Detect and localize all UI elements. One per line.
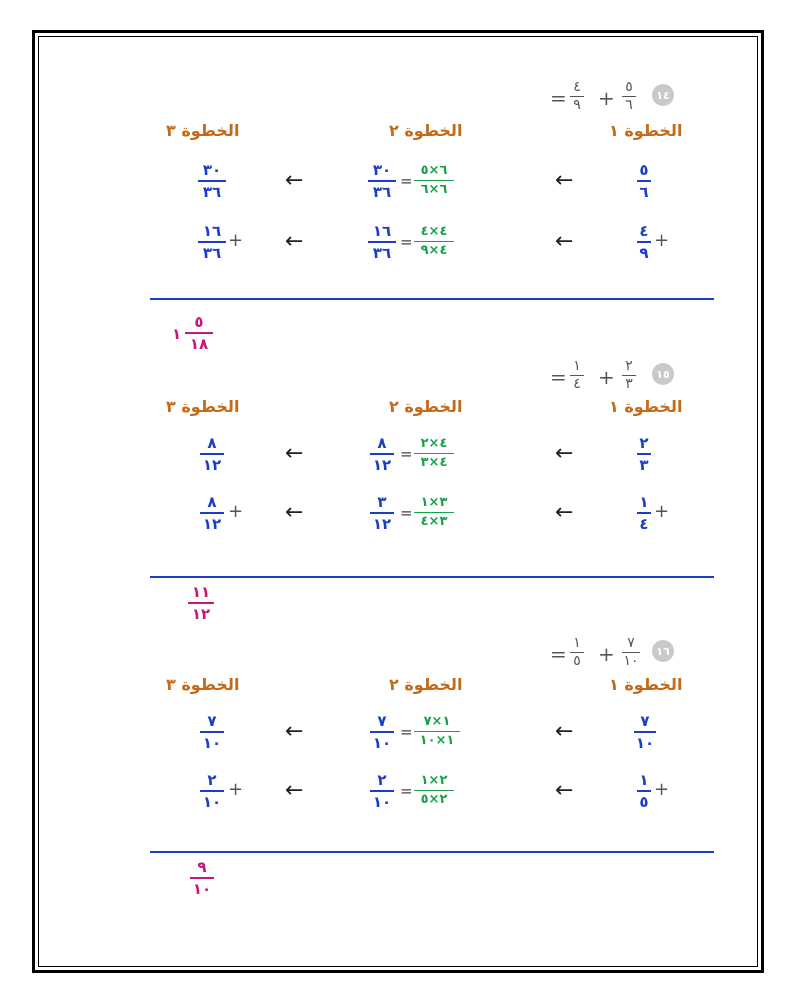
sum-line: [150, 851, 714, 853]
header-fraction-left: [570, 636, 584, 669]
arrow-icon: ←: [555, 778, 574, 803]
denominator: ١٠: [372, 793, 392, 811]
equals-sign: =: [550, 642, 567, 666]
denominator: ١٢: [372, 456, 392, 474]
numerator: ٦×٥: [420, 163, 448, 178]
header-fraction-right: [622, 359, 636, 392]
denominator: ٥: [573, 653, 581, 669]
denominator: ١٢: [202, 456, 222, 474]
header-fraction-right: [622, 80, 636, 113]
denominator: ١×١٠: [419, 733, 455, 748]
step-3-fraction: [200, 713, 224, 751]
numerator: ١: [639, 493, 649, 511]
step-1-fraction: [634, 713, 656, 751]
denominator: ١٢: [202, 515, 222, 533]
numerator: ٣٠: [372, 161, 392, 179]
plus-sign: +: [228, 779, 244, 800]
arrow-icon: ←: [285, 229, 304, 254]
numerator: ٢: [625, 358, 633, 374]
numerator: ٤×٢: [420, 436, 448, 451]
step-2-multiplication: [414, 496, 454, 529]
step-3-fraction: [200, 435, 224, 473]
arrow-icon: ←: [285, 500, 304, 525]
plus-sign: +: [654, 779, 670, 800]
denominator: ١٢: [191, 605, 211, 623]
arrow-icon: ←: [555, 719, 574, 744]
arrow-icon: ←: [555, 168, 574, 193]
numerator: ٥: [639, 161, 649, 179]
header-fraction-left: [570, 80, 584, 113]
numerator: ٢: [207, 771, 217, 789]
answer-fraction: [185, 314, 213, 352]
denominator: ١٨: [189, 335, 209, 353]
denominator: ١٠: [623, 653, 639, 669]
numerator: ٣٠: [202, 161, 222, 179]
equals-sign: =: [400, 782, 413, 800]
equals-sign: =: [550, 86, 567, 110]
denominator: ٣٦: [202, 244, 222, 262]
answer-whole: ١: [172, 325, 182, 343]
numerator: ٨: [207, 493, 217, 511]
step-2-title: الخطوة ٢: [389, 121, 463, 140]
step-2-result-fraction: [368, 223, 396, 261]
numerator: ٢: [639, 434, 649, 452]
numerator: ٨: [207, 434, 217, 452]
denominator: ١٠: [192, 880, 212, 898]
step-1-fraction: [637, 494, 651, 532]
denominator: ٢×٥: [420, 792, 448, 807]
plus-sign: +: [228, 501, 244, 522]
problem-number-badge: ١٦: [652, 640, 674, 662]
arrow-icon: ←: [555, 229, 574, 254]
numerator: ١: [573, 635, 581, 651]
numerator: ٢: [377, 771, 387, 789]
arrow-icon: ←: [285, 168, 304, 193]
step-2-result-fraction: [370, 435, 394, 473]
denominator: ١٠: [635, 734, 655, 752]
header-fraction-right: [622, 636, 640, 669]
denominator: ٤×٣: [420, 455, 448, 470]
step-2-multiplication: [414, 715, 460, 748]
step-2-result-fraction: [370, 494, 394, 532]
equals-sign: =: [400, 172, 413, 190]
plus-sign: +: [598, 86, 615, 110]
numerator: ٨: [377, 434, 387, 452]
step-2-multiplication: [414, 225, 454, 258]
problem-header: [550, 358, 770, 393]
step-2-title: الخطوة ٢: [389, 397, 463, 416]
denominator: ٤: [573, 376, 581, 392]
step-2-multiplication: [414, 437, 454, 470]
denominator: ١٠: [202, 734, 222, 752]
numerator: ٣: [377, 493, 387, 511]
numerator: ١×٧: [423, 714, 451, 729]
step-2-result-fraction: [370, 772, 394, 810]
plus-sign: +: [598, 365, 615, 389]
plus-sign: +: [228, 230, 244, 251]
step-3-title: الخطوة ٣: [166, 121, 240, 140]
numerator: ١: [639, 771, 649, 789]
problem-header: [550, 79, 770, 114]
denominator: ١٠: [372, 734, 392, 752]
denominator: ٤: [639, 515, 649, 533]
step-3-fraction: [198, 162, 226, 200]
problem-number-badge: ١٤: [652, 84, 674, 106]
denominator: ٦: [639, 183, 649, 201]
step-1-title: الخطوة ١: [609, 121, 683, 140]
equals-sign: =: [400, 504, 413, 522]
numerator: ٤: [639, 222, 649, 240]
answer-fraction: [188, 584, 214, 622]
step-2-multiplication: [414, 164, 454, 197]
denominator: ٦: [625, 97, 633, 113]
step-3-title: الخطوة ٣: [166, 397, 240, 416]
equals-sign: =: [400, 233, 413, 251]
arrow-icon: ←: [555, 441, 574, 466]
denominator: ٦×٦: [420, 182, 448, 197]
step-2-result-fraction: [370, 713, 394, 751]
denominator: ١٠: [202, 793, 222, 811]
numerator: ٧: [377, 712, 387, 730]
denominator: ٥: [639, 793, 649, 811]
arrow-icon: ←: [285, 719, 304, 744]
numerator: ٩: [197, 858, 207, 876]
step-1-fraction: [637, 772, 651, 810]
step-1-fraction: [637, 223, 651, 261]
arrow-icon: ←: [555, 500, 574, 525]
step-3-fraction: [198, 223, 226, 261]
numerator: ٣×١: [420, 495, 448, 510]
numerator: ٧: [207, 712, 217, 730]
step-2-result-fraction: [368, 162, 396, 200]
numerator: ١٦: [202, 222, 222, 240]
plus-sign: +: [654, 501, 670, 522]
numerator: ١١: [191, 583, 211, 601]
denominator: ٩: [573, 97, 581, 113]
numerator: ٧: [627, 635, 635, 651]
denominator: ٣×٤: [420, 514, 448, 529]
denominator: ٣: [625, 376, 633, 392]
numerator: ٧: [640, 712, 650, 730]
numerator: ١: [573, 358, 581, 374]
denominator: ٣٦: [202, 183, 222, 201]
sum-line: [150, 298, 714, 300]
problem-number-badge: ١٥: [652, 363, 674, 385]
step-3-fraction: [200, 772, 224, 810]
denominator: ٤×٩: [420, 243, 448, 258]
numerator: ٥: [625, 79, 633, 95]
answer-fraction: [190, 859, 214, 897]
plus-sign: +: [654, 230, 670, 251]
denominator: ٩: [639, 244, 649, 262]
header-fraction-left: [570, 359, 584, 392]
step-1-fraction: [637, 162, 651, 200]
plus-sign: +: [598, 642, 615, 666]
step-2-title: الخطوة ٢: [389, 675, 463, 694]
step-1-title: الخطوة ١: [609, 675, 683, 694]
denominator: ٣٦: [372, 244, 392, 262]
step-3-fraction: [200, 494, 224, 532]
denominator: ٣: [639, 456, 649, 474]
numerator: ٤×٤: [420, 224, 448, 239]
step-2-multiplication: [414, 774, 454, 807]
numerator: ١٦: [372, 222, 392, 240]
denominator: ١٢: [372, 515, 392, 533]
equals-sign: =: [400, 445, 413, 463]
sum-line: [150, 576, 714, 578]
denominator: ٣٦: [372, 183, 392, 201]
step-1-title: الخطوة ١: [609, 397, 683, 416]
problem-header: [550, 635, 770, 670]
arrow-icon: ←: [285, 441, 304, 466]
step-3-title: الخطوة ٣: [166, 675, 240, 694]
numerator: ٢×١: [420, 773, 448, 788]
numerator: ٤: [573, 79, 581, 95]
numerator: ٥: [194, 313, 204, 331]
step-1-fraction: [637, 435, 651, 473]
equals-sign: =: [550, 365, 567, 389]
equals-sign: =: [400, 723, 413, 741]
arrow-icon: ←: [285, 778, 304, 803]
